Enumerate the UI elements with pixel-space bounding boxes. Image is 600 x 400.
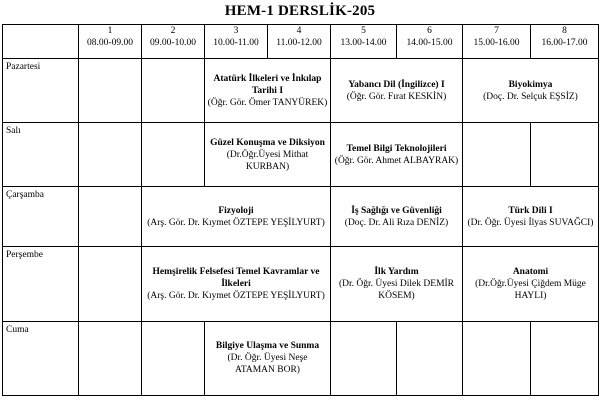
day-label-tuesday: Salı xyxy=(3,123,79,187)
course-basic-it: Temel Bilgi Teknolojileri (Öğr. Gör. Ahmet ALBAYRAK) xyxy=(331,123,463,187)
course-anatomy: Anatomi (Dr.Öğr.Üyesi Çiğdem Müge HAYLI) xyxy=(463,247,599,321)
course-speech-diction: Güzel Konuşma ve Diksiyon (Dr.Öğr.Üyesi Mithat KURBAN) xyxy=(205,123,331,187)
empty-cell xyxy=(531,123,599,187)
empty-cell xyxy=(463,123,531,187)
row-wednesday xyxy=(3,187,599,247)
column-header-6: 6 14.00-15.00 xyxy=(397,25,463,59)
day-label-thursday: Perşembe xyxy=(3,247,79,321)
course-occupational-safety: İş Sağlığı ve Güvenliği (Doç. Dr. Ali Rıza DENİZ) xyxy=(331,187,463,247)
empty-cell xyxy=(79,123,142,187)
course-nursing-philosophy: Hemşirelik Felsefesi Temel Kavramlar ve İlkeleri (Arş. Gör. Dr. Kıymet ÖZTEPE YEŞİLYURT) xyxy=(142,247,331,321)
row-monday xyxy=(3,59,599,123)
row-friday xyxy=(3,321,599,395)
course-english: Yabancı Dil (İngilizce) I (Öğr. Gör. Fırat KESKİN) xyxy=(331,59,463,123)
empty-cell xyxy=(79,321,142,395)
empty-cell xyxy=(142,59,205,123)
header-row xyxy=(3,25,599,59)
empty-cell xyxy=(397,321,463,395)
row-tuesday xyxy=(3,123,599,187)
column-header-5: 5 13.00-14.00 xyxy=(331,25,397,59)
empty-cell xyxy=(331,321,397,395)
schedule-table xyxy=(2,24,599,396)
day-label-monday: Pazartesi xyxy=(3,59,79,123)
course-information-access: Bilgiye Ulaşma ve Sunma (Dr. Öğr. Üyesi Neşe ATAMAN BOR) xyxy=(205,321,331,395)
column-header-8: 8 16.00-17.00 xyxy=(531,25,599,59)
course-biochemistry: Biyokimya (Doç. Dr. Selçuk EŞSİZ) xyxy=(463,59,599,123)
corner-cell xyxy=(3,25,79,59)
column-header-2: 2 09.00-10.00 xyxy=(142,25,205,59)
column-header-7: 7 15.00-16.00 xyxy=(463,25,531,59)
row-thursday xyxy=(3,247,599,321)
schedule-title: HEM-1 DERSLİK-205 xyxy=(224,3,376,19)
column-header-4: 4 11.00-12.00 xyxy=(268,25,331,59)
empty-cell xyxy=(463,321,531,395)
empty-cell xyxy=(79,247,142,321)
empty-cell xyxy=(79,187,142,247)
day-label-friday: Cuma xyxy=(3,321,79,395)
day-label-wednesday: Çarşamba xyxy=(3,187,79,247)
column-header-1: 1 08.00-09.00 xyxy=(79,25,142,59)
empty-cell xyxy=(142,321,205,395)
empty-cell xyxy=(531,321,599,395)
empty-cell xyxy=(79,59,142,123)
column-header-3: 3 10.00-11.00 xyxy=(205,25,268,59)
course-physiology: Fizyoloji (Arş. Gör. Dr. Kıymet ÖZTEPE YEŞİLYURT) xyxy=(142,187,331,247)
empty-cell xyxy=(142,123,205,187)
course-first-aid: İlk Yardım (Dr. Öğr. Üyesi Dilek DEMİR KÖSEM) xyxy=(331,247,463,321)
course-ataturk: Atatürk İlkeleri ve İnkılap Tarihi I (Öğr. Gör. Ömer TANYÜREK) xyxy=(205,59,331,123)
course-turkish: Türk Dili I (Dr. Öğr. Üyesi İlyas SUVAĞCI) xyxy=(463,187,599,247)
